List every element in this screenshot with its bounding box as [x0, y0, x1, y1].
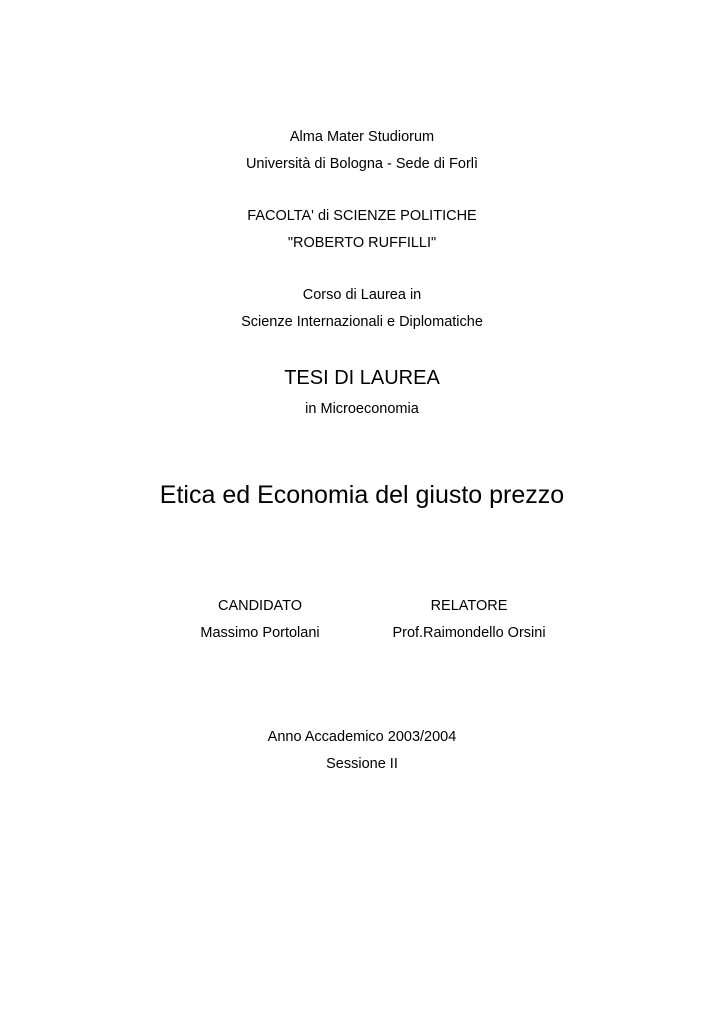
thesis-label: TESI DI LAUREA: [284, 367, 440, 389]
supervisor-label: RELATORE: [430, 598, 508, 614]
faculty-dedication: "ROBERTO RUFFILLI": [287, 235, 437, 251]
thesis-subject: in Microeconomia: [305, 401, 419, 417]
course-name: Scienze Internazionali e Diplomatiche: [241, 314, 483, 330]
faculty-name: FACOLTA' di SCIENZE POLITICHE: [247, 208, 477, 224]
candidate-name: Massimo Portolani: [200, 625, 320, 641]
supervisor-name: Prof.Raimondello Orsini: [392, 625, 546, 641]
candidate-label: CANDIDATO: [217, 598, 303, 614]
course-intro: Corso di Laurea in: [302, 287, 422, 303]
university-location: Università di Bologna - Sede di Forlì: [245, 156, 479, 172]
academic-year: Anno Accademico 2003/2004: [267, 729, 457, 745]
session: Sessione II: [326, 756, 398, 772]
thesis-title: Etica ed Economia del giusto prezzo: [159, 481, 565, 509]
university-name: Alma Mater Studiorum: [289, 129, 435, 145]
